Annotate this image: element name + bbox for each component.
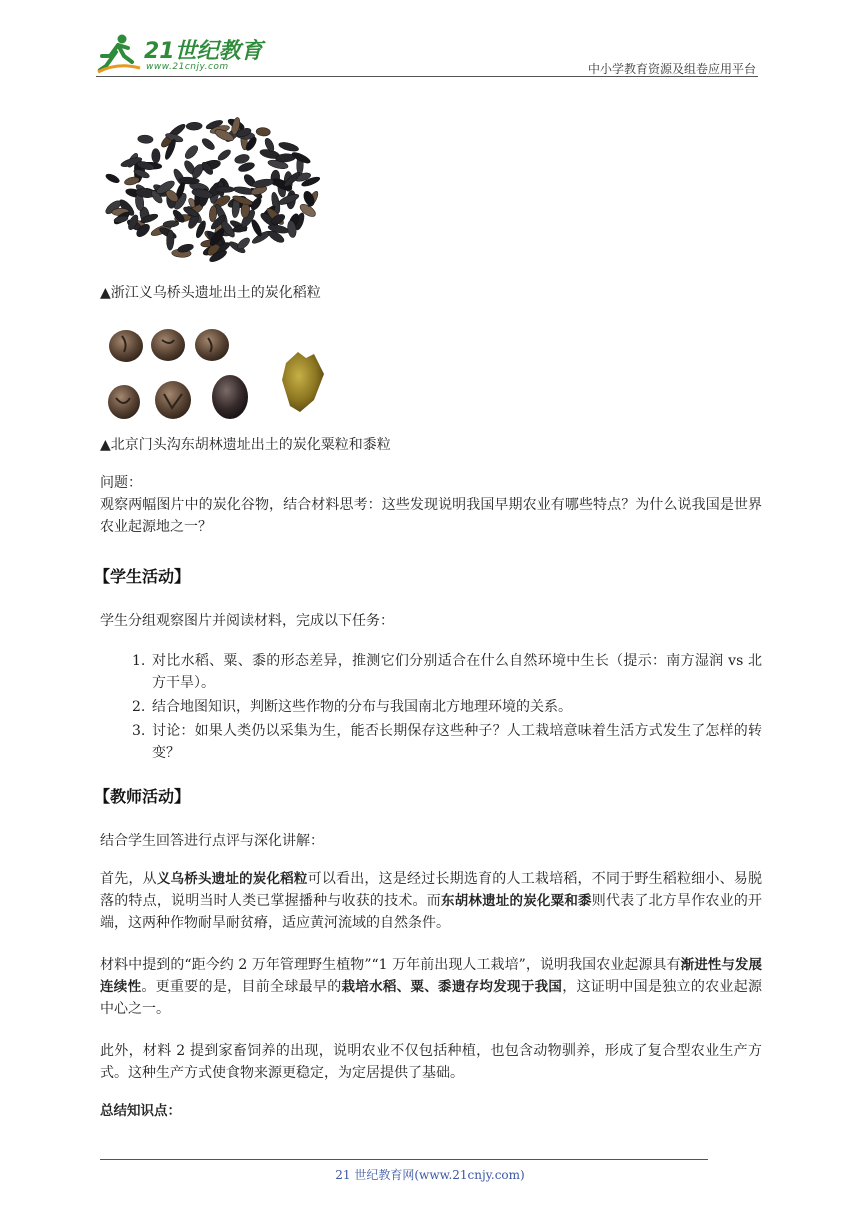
task-list bbox=[100, 650, 762, 766]
text-run: 则代表了北方旱作农业的开端，这两种作物耐旱耐贫瘠，适应黄河流域的自然条件。 bbox=[100, 893, 763, 931]
rice-grain bbox=[183, 143, 200, 160]
footer-text[interactable]: 21 世纪教育网(www.21cnjy.com) bbox=[335, 1168, 525, 1182]
list-number: 1. bbox=[132, 653, 146, 669]
list-item bbox=[100, 650, 762, 694]
list-text: 对比水稻、粟、黍的形态差异，推测它们分别适合在什么自然环境中生长（提示：南方湿润 vs 北方干旱）。 bbox=[152, 653, 762, 691]
summary-label: 总结知识点： bbox=[100, 1103, 181, 1119]
list-item bbox=[100, 720, 762, 764]
rice-grain bbox=[105, 172, 121, 184]
text-run: 材料中提到的“距今约 2 万年管理野生植物”“1 万年前出现人工栽培”，说明我国农业起源具有 bbox=[100, 957, 681, 973]
section-heading-student: 【学生活动】 bbox=[94, 567, 191, 586]
site-logo[interactable] bbox=[96, 32, 266, 76]
carbonized-rice-grains-image bbox=[100, 105, 325, 275]
rice-grain bbox=[278, 141, 300, 153]
teacher-paragraph-1 bbox=[100, 868, 762, 934]
emphasis-text: 栽培水稻、粟、黍遗存均发现于我国 bbox=[341, 979, 563, 995]
emphasis-text: 东胡林遗址的炭化粟和黍 bbox=[440, 893, 592, 909]
teacher-paragraph-2 bbox=[100, 954, 762, 1020]
rice-grain bbox=[252, 178, 275, 189]
question-text: 观察两幅图片中的炭化谷物，结合材料思考：这些发现说明我国早期农业有哪些特点？为什么说我国是世界农业起源地之一？ bbox=[100, 497, 762, 535]
carbonized-millet-grains-image bbox=[100, 318, 340, 428]
rice-grain bbox=[137, 135, 153, 144]
platform-name: 中小学教育资源及组卷应用平台 bbox=[587, 62, 756, 76]
logo-url: www.21cnjy.com bbox=[146, 62, 229, 72]
footer-divider bbox=[100, 1159, 708, 1160]
rice-grain bbox=[186, 122, 202, 130]
list-number: 3. bbox=[132, 723, 146, 739]
list-number: 2. bbox=[132, 699, 146, 715]
rice-grain bbox=[113, 215, 128, 224]
rice-grain bbox=[163, 220, 179, 228]
figure-caption-millet: ▲北京门头沟东胡林遗址出土的炭化粟粒和黍粒 bbox=[100, 437, 391, 453]
text-run: ，这证明中国是独立的农业起源中心之一。 bbox=[100, 979, 763, 1017]
logo-text: 21世纪教育 bbox=[144, 39, 263, 64]
rice-grain bbox=[256, 127, 271, 136]
text-run: 可以看出，这是经过长期选育的人工栽培稻，不同于野生稻粒细小、易脱落的特点，说明当时人类已掌握播种与收获的技术。而 bbox=[100, 871, 763, 909]
header-divider bbox=[96, 76, 758, 77]
rice-grain bbox=[216, 148, 232, 162]
emphasis-text: 渐进性与发展连续性 bbox=[100, 957, 762, 995]
student-intro: 学生分组观察图片并阅读材料，完成以下任务： bbox=[100, 613, 394, 629]
question-label: 问题： bbox=[100, 475, 142, 491]
list-text: 讨论：如果人类仍以采集为生，能否长期保存这些种子？人工栽培意味着生活方式发生了怎样的转变？ bbox=[152, 723, 762, 761]
rice-grain bbox=[200, 137, 216, 152]
summary-heading bbox=[100, 1100, 762, 1122]
text-run: 首先，从 bbox=[100, 871, 157, 887]
teacher-intro: 结合学生回答进行点评与深化讲解： bbox=[100, 833, 324, 849]
text-run: 。更重要的是，目前全球最早的 bbox=[141, 979, 342, 995]
runner-logo-icon bbox=[96, 32, 142, 76]
rice-grain bbox=[215, 186, 234, 192]
list-text: 结合地图知识，判断这些作物的分布与我国南北方地理环境的关系。 bbox=[152, 699, 572, 715]
rice-grain bbox=[151, 148, 160, 163]
emphasis-text: 义乌桥头遗址的炭化稻粒 bbox=[156, 871, 308, 887]
section-heading-teacher: 【教师活动】 bbox=[94, 787, 191, 806]
page-header bbox=[96, 30, 758, 78]
rice-grain bbox=[177, 243, 194, 254]
list-item bbox=[100, 696, 762, 718]
teacher-paragraph-3: 此外，材料 2 提到家畜饲养的出现，说明农业不仅包括种植，也包含动物驯养，形成了复合型农业生产方式。这种生产方式使食物来源更稳定，为定居提供了基础。 bbox=[100, 1043, 762, 1081]
rice-grain bbox=[250, 218, 263, 237]
figure-caption-rice: ▲浙江义乌桥头遗址出土的炭化稻粒 bbox=[100, 285, 321, 301]
